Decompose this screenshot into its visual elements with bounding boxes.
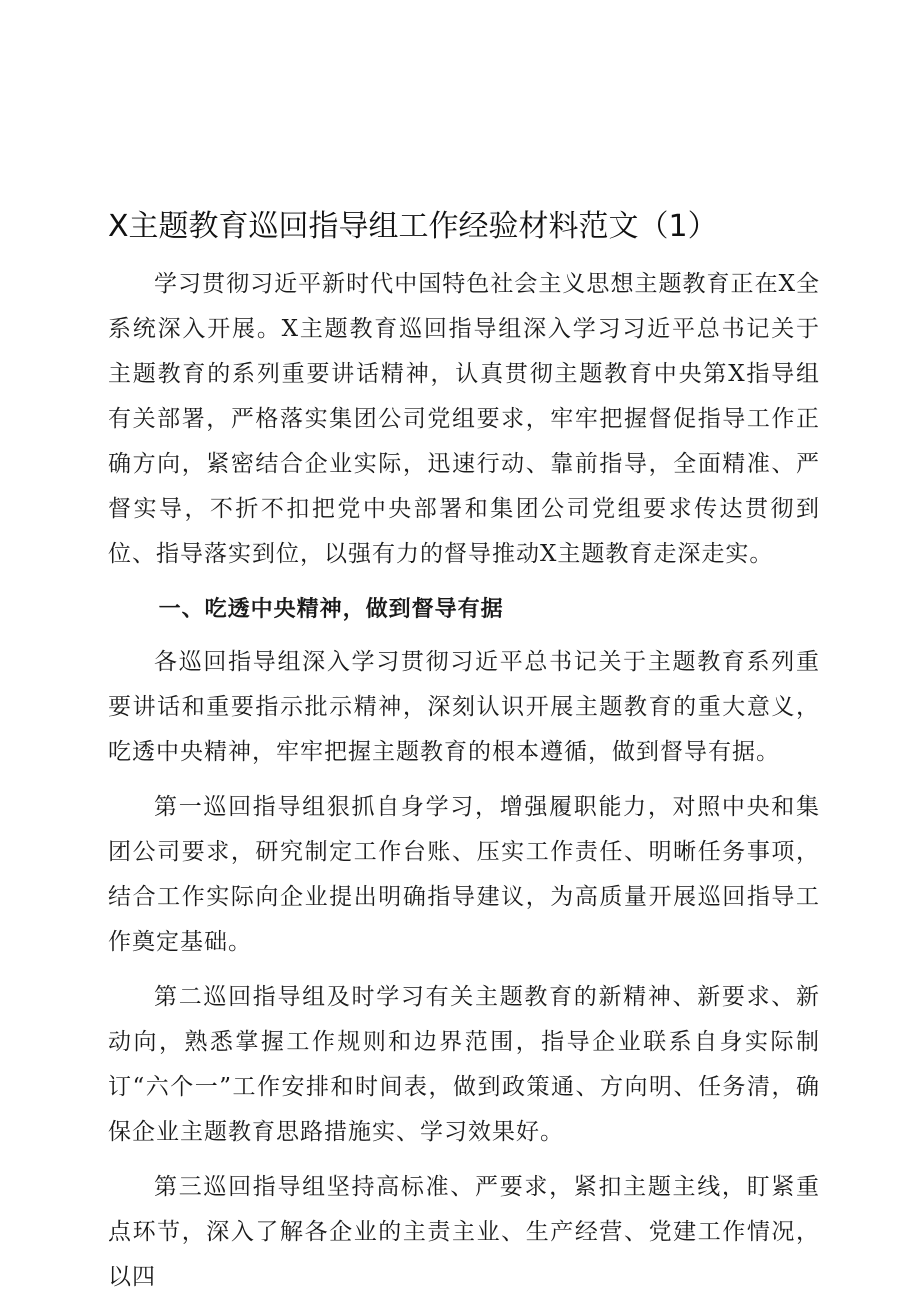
intro-paragraph: 学习贯彻习近平新时代中国特色社会主义思想主题教育正在X全系统深入开展。X主题教育巡回指导组深入学习习近平总书记关于主题教育的系列重要讲话精神，认真贯彻主题教育中央第X指导组有关部署，严格落实集团公司党组要求，牢牢把握督促指导工作正确方向，紧密结合企业实际，迅速行动、靠前指导，全面精准、严督实导，不折不扣把党中央部署和集团公司党组要求传达贯彻到位、指导落实到位，以强有力的督导推动X主题教育走深走实。: [108, 271, 820, 567]
document-title: X主题教育巡回指导组工作经验材料范文（1）: [108, 209, 718, 244]
body-paragraph: 第一巡回指导组狠抓自身学习，增强履职能力，对照中央和集团公司要求，研究制定工作台账、压实工作责任、明晰任务事项，结合工作实际向企业提出明确指导建议，为高质量开展巡回指导工作奠定基础。: [108, 794, 820, 955]
document-body: [108, 262, 820, 1310]
body-paragraph: 第三巡回指导组坚持高标准、严要求，紧扣主题主线，盯紧重点环节，深入了解各企业的主责主业、生产经营、党建工作情况，以四: [108, 1174, 820, 1290]
body-paragraph: 第二巡回指导组及时学习有关主题教育的新精神、新要求、新动向，熟悉掌握工作规则和边界范围，指导企业联系自身实际制订“六个一”工作安排和时间表，做到政策通、方向明、任务清，确保企业主题教育思路措施实、学习效果好。: [108, 984, 820, 1145]
body-paragraph: 各巡回指导组深入学习贯彻习近平总书记关于主题教育系列重要讲话和重要指示批示精神，深刻认识开展主题教育的重大意义，吃透中央精神，牢牢把握主题教育的根本遵循，做到督导有据。: [108, 649, 820, 765]
section-heading: 一、吃透中央精神，做到督导有据: [158, 597, 504, 622]
